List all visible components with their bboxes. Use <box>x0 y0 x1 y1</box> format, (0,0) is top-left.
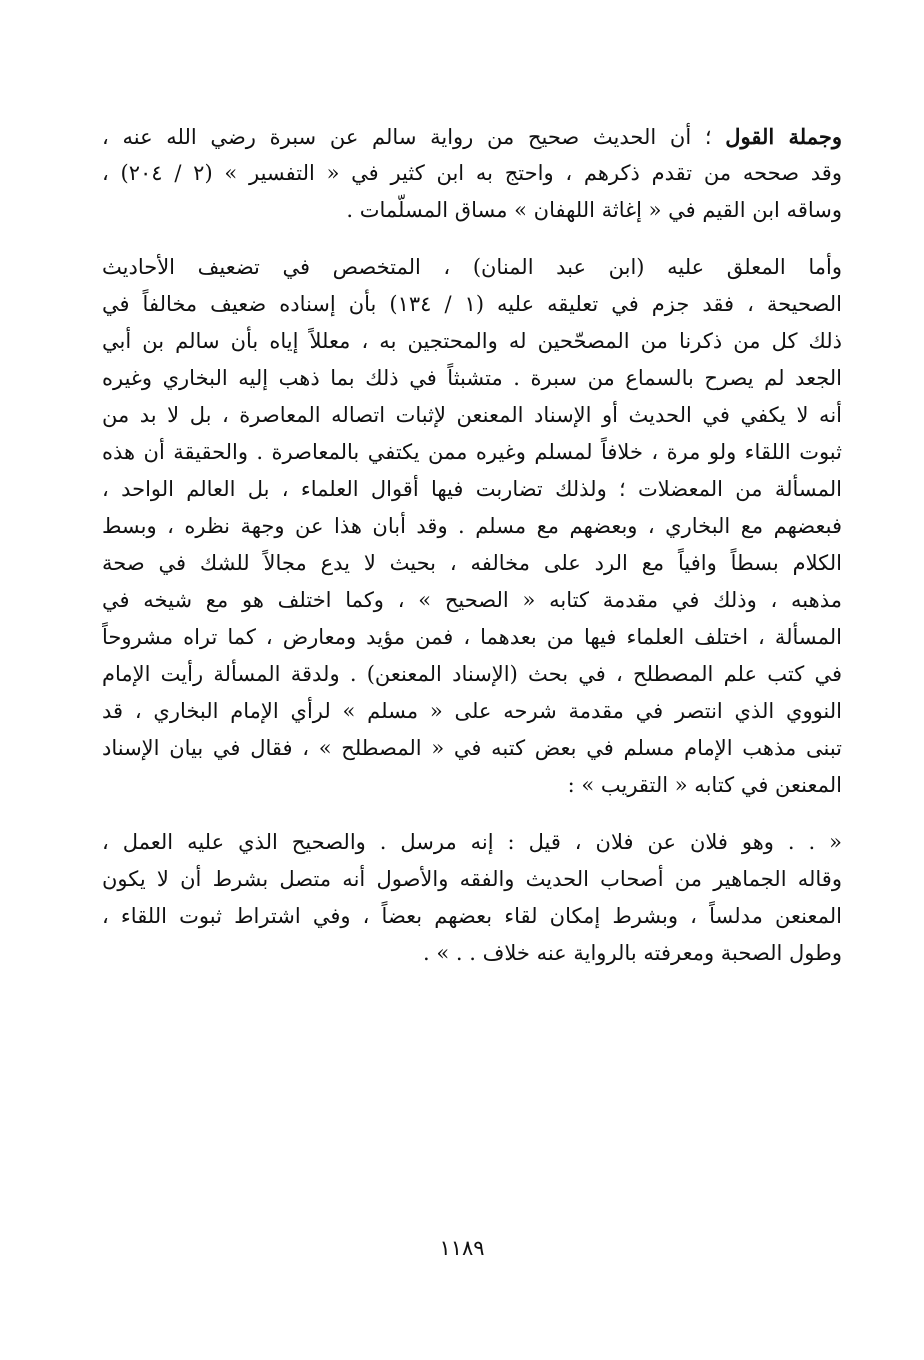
paragraph-line: في كتب علم المصطلح ، في بحث (الإسناد المعنعن) . ولدقة المسألة رأيت الإمام <box>102 662 842 686</box>
paragraph-line: ثبوت اللقاء ولو مرة ، خلافاً لمسلم وغيره ممن يكتفي بالمعاصرة . والحقيقة أن هذه <box>102 440 842 464</box>
paragraph-line: وطول الصحبة ومعرفته بالرواية عنه خلاف . . » . <box>423 941 842 965</box>
paragraph-line: ذلك كل من ذكرنا من المصحّحين له والمحتجين به ، معللاً إياه بأن سالم بن أبي <box>102 329 842 353</box>
paragraph-line <box>102 118 842 155</box>
line-text: ؛ أن الحديث صحيح من رواية سالم عن سبرة رضي الله عنه ، <box>102 125 726 149</box>
paragraph-line: الجعد لم يصرح بالسماع من سبرة . متشبثاً في ذلك بما ذهب إليه البخاري وغيره <box>102 366 842 390</box>
paragraph-line: مذهبه ، وذلك في مقدمة كتابه « الصحيح » ، وكما اختلف هو مع شيخه في <box>102 588 842 612</box>
paragraph-line: الكلام بسطاً وافياً مع الرد على مخالفه ، بحيث لا يدع مجالاً للشك في صحة <box>102 551 842 575</box>
paragraph-1 <box>102 118 842 229</box>
page-body <box>102 118 842 972</box>
paragraph-line: المعنعن في كتابه « التقريب » : <box>567 773 842 797</box>
paragraph-line: وساقه ابن القيم في « إغاثة اللهفان » مساق المسلّمات . <box>346 198 842 222</box>
paragraph-2 <box>102 249 842 804</box>
paragraph-line: المعنعن مدلساً ، وبشرط إمكان لقاء بعضهم بعضاً ، وفي اشتراط ثبوت اللقاء ، <box>102 904 842 928</box>
paragraph-line: فبعضهم مع البخاري ، وبعضهم مع مسلم . وقد أبان هذا عن وجهة نظره ، وبسط <box>102 514 842 538</box>
paragraph-line: وقد صححه من تقدم ذكرهم ، واحتج به ابن كثير في « التفسير » (٢ / ٢٠٤) ، <box>102 161 842 185</box>
quotation-paragraph <box>102 824 842 972</box>
paragraph-line: « . . وهو فلان عن فلان ، قيل : إنه مرسل . والصحيح الذي عليه العمل ، <box>102 830 842 854</box>
paragraph-line: وأما المعلق عليه (ابن عبد المنان) ، المتخصص في تضعيف الأحاديث <box>102 255 842 279</box>
paragraph-line: الصحيحة ، فقد جزم في تعليقه عليه (١ / ١٣٤) بأن إسناده ضعيف مخالفاً في <box>102 292 842 316</box>
paragraph-line: النووي الذي انتصر في مقدمة شرحه على « مسلم » لرأي الإمام البخاري ، قد <box>102 699 842 723</box>
paragraph-line: المسألة ، اختلف العلماء فيها من بعدهما ، فمن مؤيد ومعارض ، كما تراه مشروحاً <box>102 625 842 649</box>
paragraph-line: وقاله الجماهير من أصحاب الحديث والفقه والأصول أنه متصل بشرط أن لا يكون <box>102 867 842 891</box>
paragraph-line: المسألة من المعضلات ؛ ولذلك تضاربت فيها أقوال العلماء ، بل العالم الواحد ، <box>102 477 842 501</box>
paragraph-line: تبنى مذهب الإمام مسلم في بعض كتبه في « المصطلح » ، فقال في بيان الإسناد <box>102 736 842 760</box>
page-number: ١١٨٩ <box>439 1236 485 1260</box>
paragraph-line: أنه لا يكفي في الحديث أو الإسناد المعنعن لإثبات اتصاله المعاصرة ، بل لا بد من <box>102 403 842 427</box>
bold-lead-phrase: وجملة القول <box>725 124 842 149</box>
